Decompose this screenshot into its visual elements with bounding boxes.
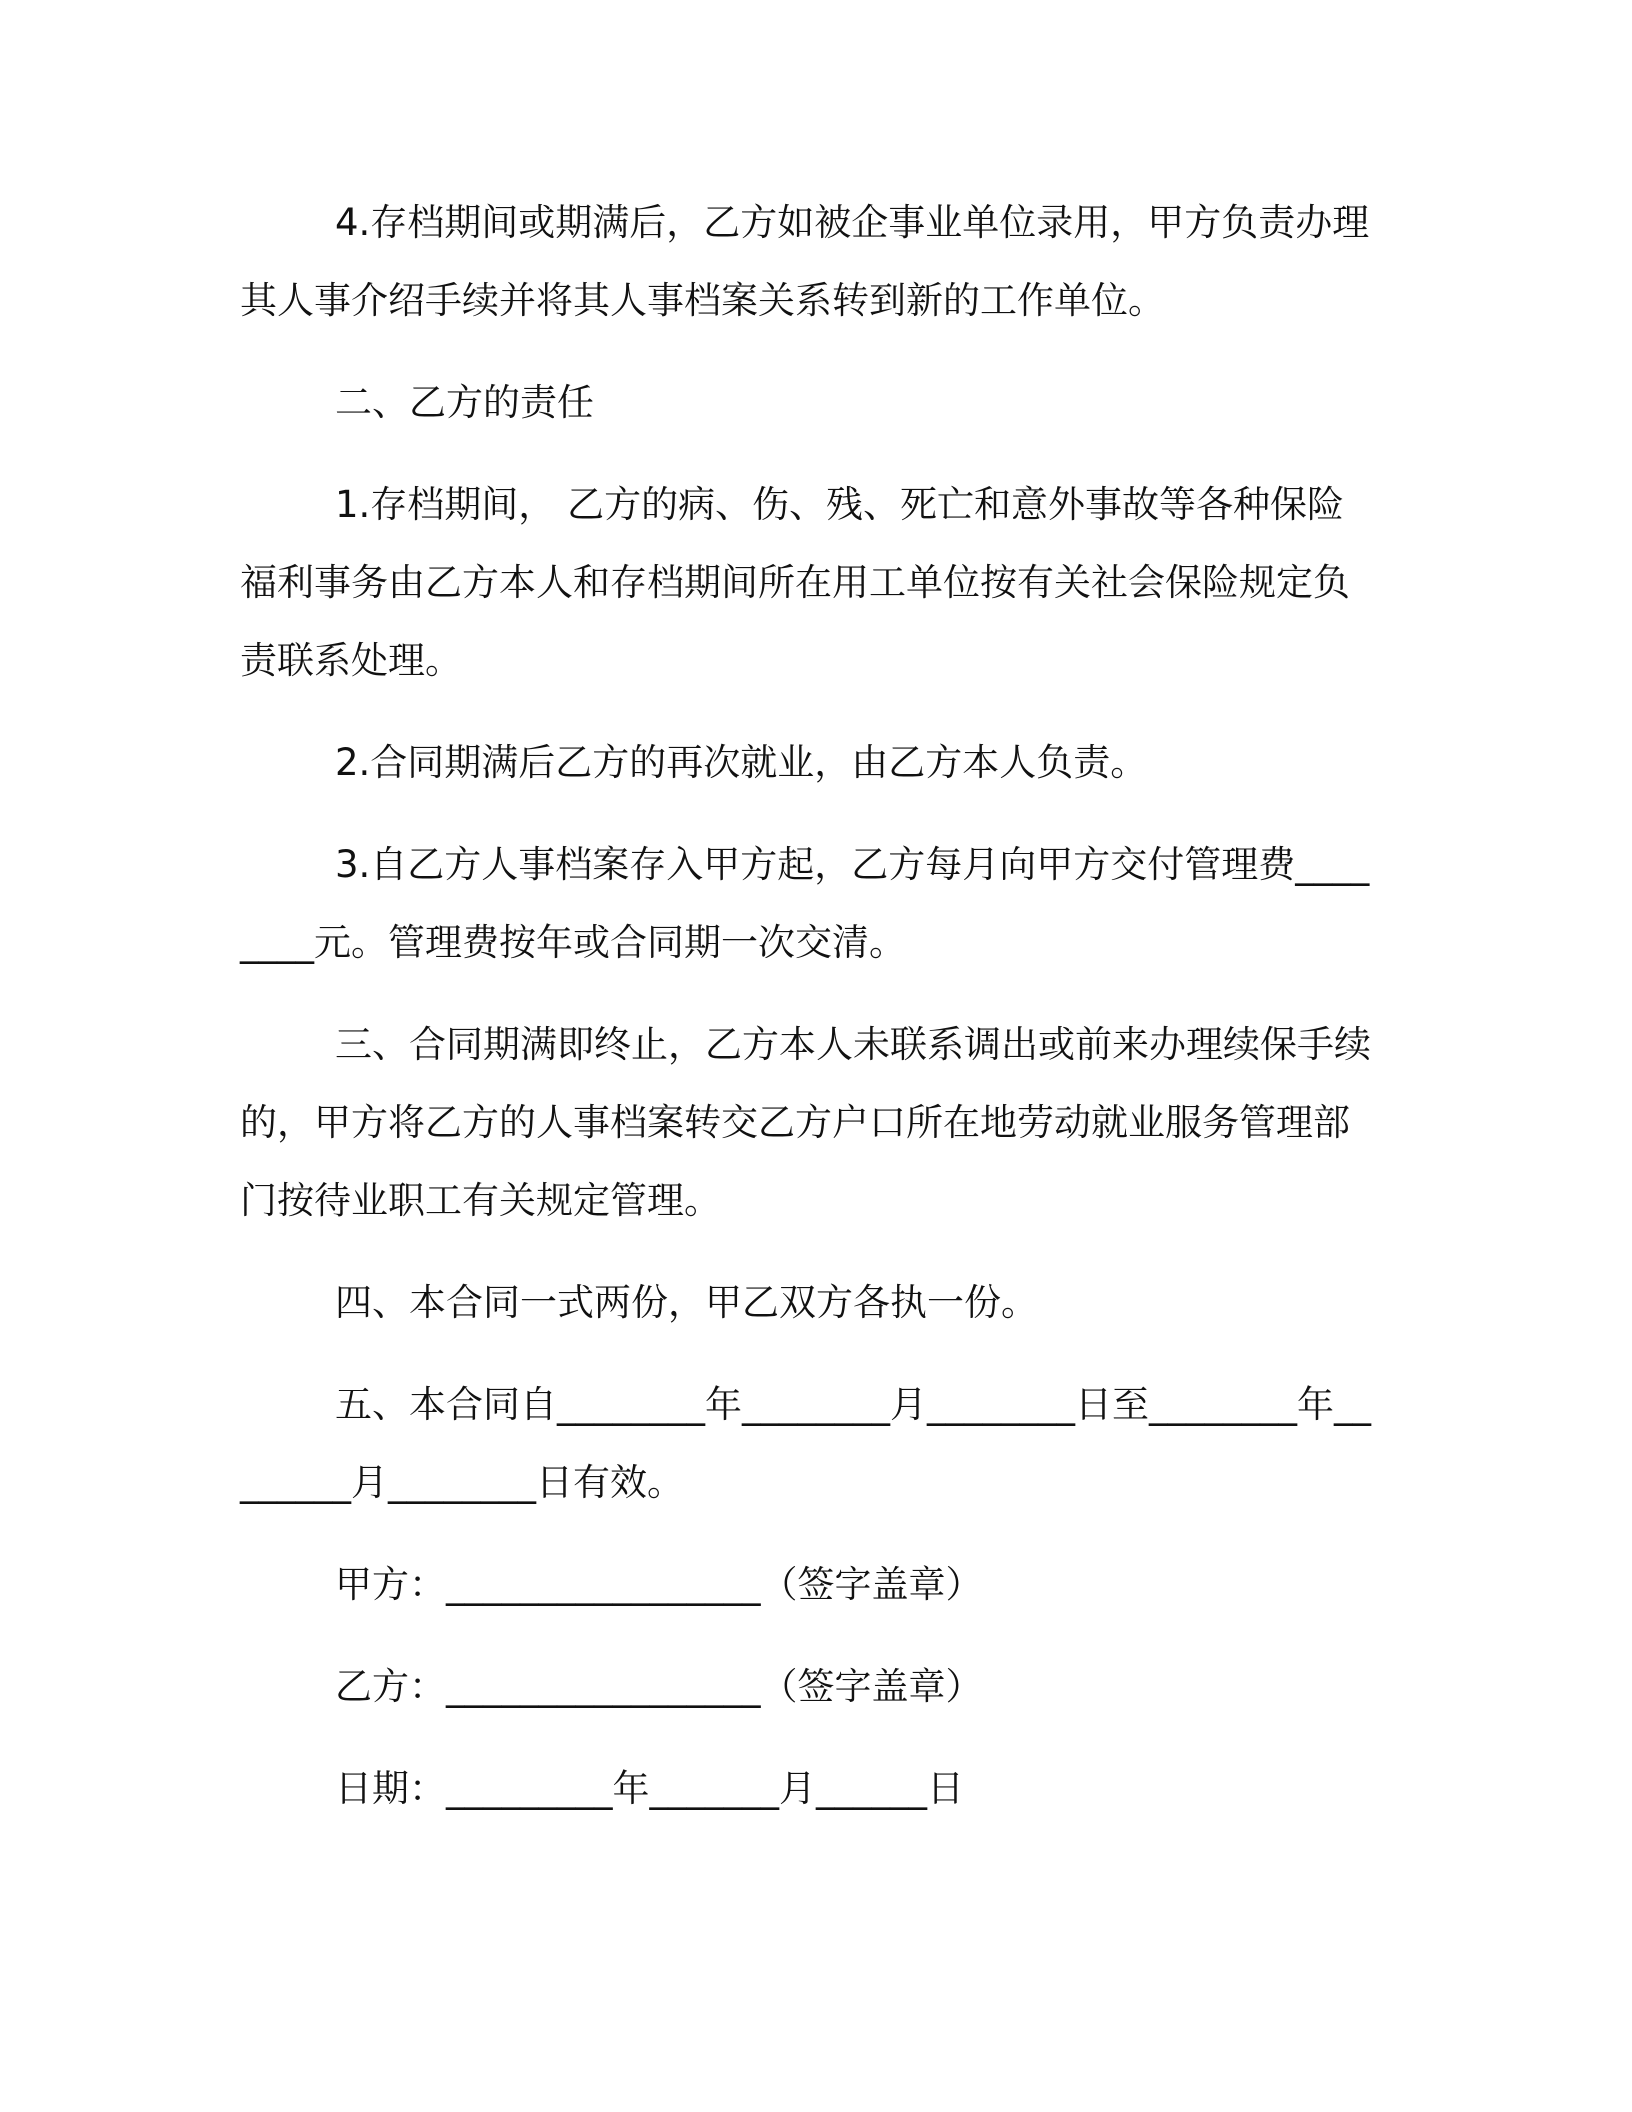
party-b-signature-line: 乙方：_________________（签字盖章） bbox=[335, 1665, 983, 1708]
clause-paragraph: 1.存档期间， 乙方的病、伤、残、死亡和意外事故等各种保险福利事务由乙方本人和存档期间所在用工单位按有关社会保险规定负责联系处理。 bbox=[240, 483, 1350, 682]
clause-paragraph: 四、本合同一式两份，甲乙双方各执一份。 bbox=[335, 1281, 1038, 1324]
section-heading: 二、乙方的责任 bbox=[335, 381, 594, 424]
document-body bbox=[240, 184, 1380, 1828]
clause-paragraph: 五、本合同自________年________月________日至________年________月________日有效。 bbox=[240, 1383, 1371, 1504]
clause-paragraph: 三、合同期满即终止，乙方本人未联系调出或前来办理续保手续的，甲方将乙方的人事档案转交乙方户口所在地劳动就业服务管理部门按待业职工有关规定管理。 bbox=[240, 1023, 1371, 1222]
clause-paragraph: 3.自乙方人事档案存入甲方起，乙方每月向甲方交付管理费________元。管理费按年或合同期一次交清。 bbox=[240, 843, 1370, 964]
clause-paragraph: 4.存档期间或期满后，乙方如被企事业单位录用，甲方负责办理其人事介绍手续并将其人事档案关系转到新的工作单位。 bbox=[240, 201, 1370, 322]
clause-paragraph: 2.合同期满后乙方的再次就业，由乙方本人负责。 bbox=[335, 741, 1148, 784]
date-line: 日期：_________年_______月______日 bbox=[335, 1767, 964, 1810]
party-a-signature-line: 甲方：_________________（签字盖章） bbox=[335, 1563, 983, 1606]
